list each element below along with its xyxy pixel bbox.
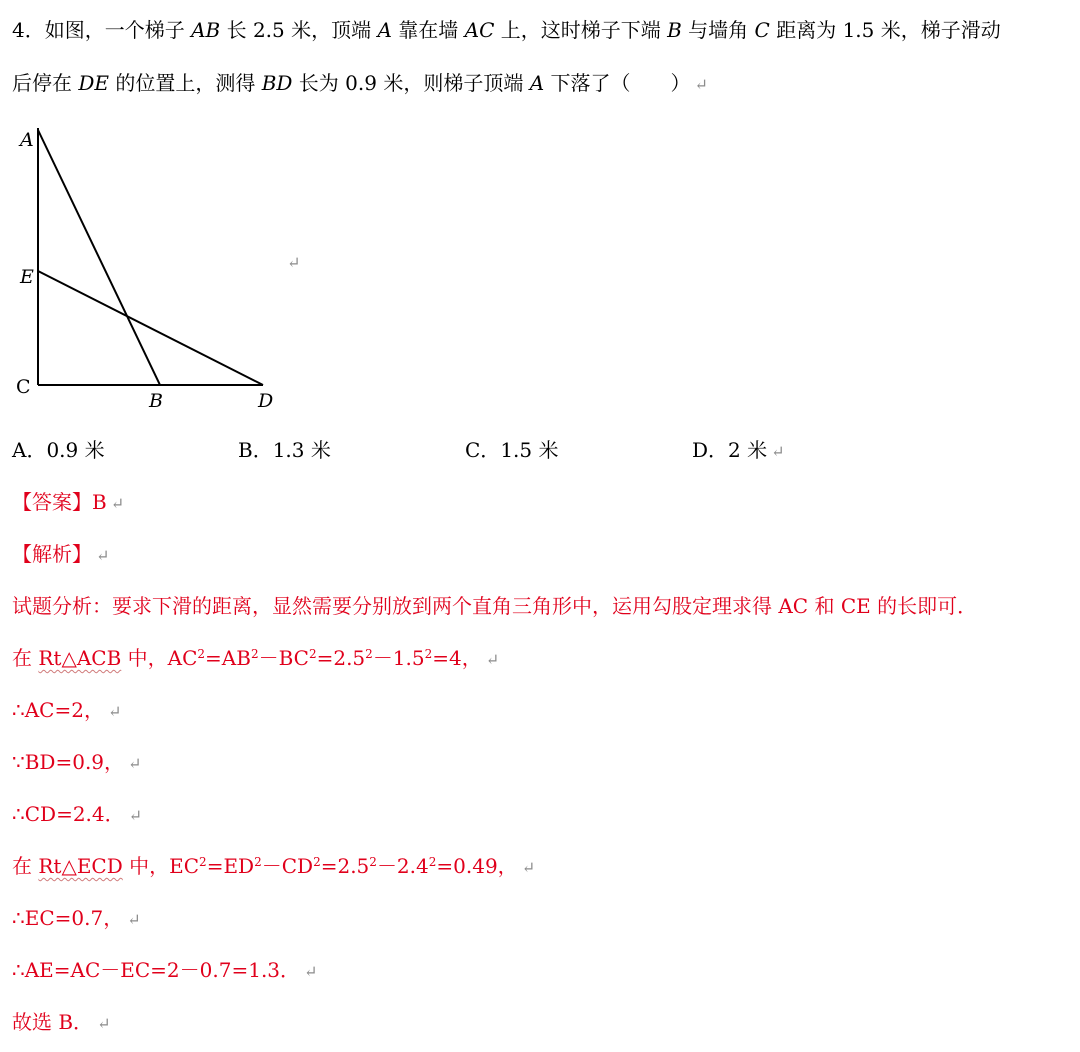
- superscript: 2: [424, 647, 433, 661]
- text-run: AC: [464, 18, 495, 42]
- step-rt-acb: [12, 644, 499, 674]
- text-run: B: [667, 18, 682, 42]
- label-b: B: [149, 390, 163, 412]
- option-letter: B．: [238, 438, 273, 462]
- return-mark: ↵: [128, 754, 142, 773]
- text-run: 长为 0.9 米，则梯子顶端: [292, 71, 530, 95]
- option-b: [238, 436, 331, 464]
- return-mark: ↵: [96, 546, 110, 565]
- step-text: 中，: [122, 854, 170, 878]
- text-run: AB: [191, 18, 221, 42]
- label-c: C: [16, 376, 31, 398]
- return-mark: ↵: [771, 442, 785, 461]
- step-text: ∴EC=0.7，: [12, 906, 124, 930]
- question-line-2: [12, 69, 708, 99]
- superscript: 2: [197, 647, 206, 661]
- step-text: ∵BD=0.9，: [12, 750, 125, 774]
- question-text-line-1: [45, 18, 1001, 42]
- ladder-de: [38, 271, 263, 385]
- return-mark: ↵: [287, 253, 301, 272]
- superscript: 2: [254, 855, 262, 869]
- text-run: 距离为 1.5 米，梯子滑动: [769, 18, 1001, 42]
- option-letter: A．: [12, 438, 47, 462]
- option-a: [12, 436, 105, 464]
- text-run: 与墙角: [681, 18, 755, 42]
- text-run: 长 2.5 米，顶端: [220, 18, 378, 42]
- label-d: D: [258, 390, 274, 412]
- equation-ec: [169, 854, 518, 878]
- step-text: 故选 B．: [12, 1010, 94, 1034]
- text-run: 后停在: [12, 71, 79, 95]
- text-run: =2.5: [320, 854, 370, 878]
- return-mark: ↵: [97, 1014, 111, 1033]
- return-mark: ↵: [107, 702, 122, 721]
- text-run: DE: [78, 71, 109, 95]
- question-text-line-2: [12, 71, 691, 95]
- step-conclusion: [12, 1008, 110, 1038]
- analysis-intro: [12, 592, 977, 620]
- question-line-1: [12, 16, 1001, 44]
- text-run: 的位置上，测得: [109, 71, 262, 95]
- question-number: 4．: [12, 18, 45, 42]
- text-run: BD: [261, 71, 293, 95]
- step-ae: [12, 956, 317, 986]
- superscript: 2: [250, 647, 259, 661]
- option-text: 2 米: [728, 438, 768, 462]
- step-cd: [12, 800, 142, 830]
- text-run: －1.5: [372, 646, 425, 670]
- option-text: 1.3 米: [272, 438, 331, 462]
- step-text: 中，: [121, 646, 168, 670]
- text-run: 上，这时梯子下端: [494, 18, 668, 42]
- superscript: 2: [428, 855, 437, 869]
- text-run: －2.4: [376, 854, 429, 878]
- text-run: =AB: [205, 646, 251, 670]
- step-text: ∴AE=AC－EC=2－0.7=1.3．: [12, 958, 301, 982]
- triangle-acb: Rt△ACB: [38, 646, 122, 670]
- answer-label: 【答案】: [12, 490, 92, 514]
- text-run: 下落了（ ）: [544, 71, 691, 95]
- return-mark: ↵: [304, 962, 318, 981]
- step-text: ∴AC=2，: [12, 698, 104, 722]
- analysis-intro-text: 试题分析：要求下滑的距离，显然需要分别放到两个直角三角形中，运用勾股定理求得 AC 和 CE 的长即可．: [12, 594, 978, 618]
- option-c: [465, 436, 558, 464]
- superscript: 2: [308, 647, 317, 661]
- answer-value: B: [92, 490, 107, 514]
- text-run: AC: [167, 646, 198, 670]
- equation-ac: [168, 646, 482, 670]
- text-run: =0.49，: [436, 854, 518, 878]
- label-e: E: [20, 266, 34, 288]
- return-mark: ↵: [521, 858, 536, 877]
- option-d: [692, 436, 785, 466]
- text-run: A: [377, 18, 392, 42]
- superscript: 2: [369, 855, 377, 869]
- option-text: 1.5 米: [500, 438, 559, 462]
- ladder-ab: [38, 130, 160, 385]
- text-run: =2.5: [316, 646, 366, 670]
- option-letter: D．: [692, 438, 729, 462]
- text-run: =ED: [206, 854, 255, 878]
- superscript: 2: [365, 647, 373, 661]
- return-mark: ↵: [110, 494, 125, 513]
- option-letter: C．: [465, 438, 501, 462]
- text-run: A: [529, 71, 545, 95]
- text-run: －BC: [258, 646, 309, 670]
- step-bd: [12, 748, 141, 778]
- text-run: －CD: [261, 854, 314, 878]
- label-a: A: [20, 129, 34, 151]
- text-run: 如图，一个梯子: [44, 18, 192, 42]
- superscript: 2: [313, 855, 321, 869]
- return-mark: ↵: [694, 75, 708, 94]
- step-ec: [12, 904, 141, 934]
- analysis-label-line: [12, 540, 109, 570]
- triangle-ecd: Rt△ECD: [38, 854, 123, 878]
- text-run: EC: [169, 854, 200, 878]
- option-text: 0.9 米: [46, 438, 105, 462]
- ladder-figure: [8, 108, 283, 413]
- step-text: 在: [12, 854, 39, 878]
- analysis-label: 【解析】: [12, 542, 92, 566]
- step-text: 在: [12, 646, 39, 670]
- text-run: C: [754, 18, 770, 42]
- return-mark: ↵: [127, 910, 141, 929]
- return-mark: ↵: [485, 650, 500, 669]
- text-run: =4，: [432, 646, 482, 670]
- step-ac: [12, 696, 121, 726]
- step-text: ∴CD=2.4．: [12, 802, 125, 826]
- answer-line: [12, 488, 124, 518]
- superscript: 2: [199, 855, 207, 869]
- text-run: 靠在墙: [391, 18, 465, 42]
- step-rt-ecd: [12, 852, 535, 882]
- return-mark: ↵: [128, 806, 143, 825]
